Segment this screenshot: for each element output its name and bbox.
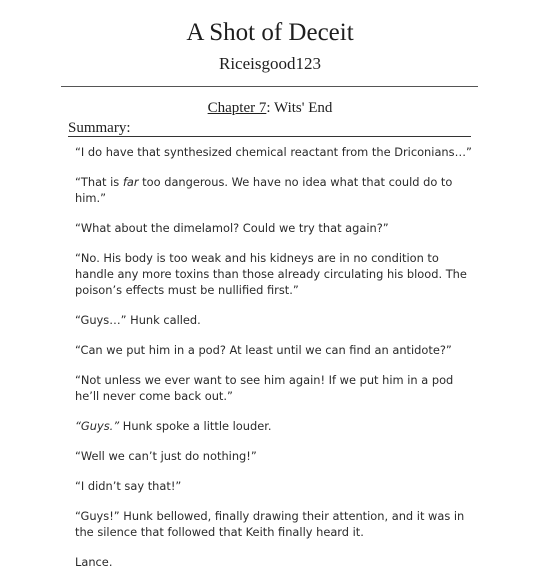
paragraph (75, 174, 477, 206)
author-name[interactable]: Riceisgood123 (219, 54, 321, 73)
paragraph-text: too dangerous. We have no idea what that could do to him.” (75, 175, 453, 205)
emphasis-text: “Guys.” (75, 419, 120, 433)
paragraph-text: Lance. (75, 555, 113, 569)
paragraph (75, 220, 477, 236)
paragraph (75, 372, 477, 404)
chapter-link[interactable]: Chapter 7 (207, 100, 267, 116)
paragraph-text: “That is (75, 175, 123, 189)
work-title: A Shot of Deceit (186, 19, 354, 46)
paragraph (75, 312, 477, 328)
paragraph-text: “What about the dimelamol? Could we try that again?” (75, 221, 389, 235)
paragraph (75, 448, 477, 464)
chapter-body (75, 144, 477, 584)
paragraph (75, 342, 477, 358)
paragraph (75, 478, 477, 494)
paragraph-text: “Guys!” Hunk bellowed, finally drawing their attention, and it was in the silence that followed that Keith finally heard it. (75, 509, 465, 539)
summary-label: Summary: (68, 120, 471, 137)
paragraph-text: “Can we put him in a pod? At least until we can find an antidote?” (75, 343, 452, 357)
paragraph-text: Hunk spoke a little louder. (119, 419, 272, 433)
paragraph (75, 508, 477, 540)
paragraph-text: “Guys…” Hunk called. (75, 313, 201, 327)
chapter-separator: : (266, 100, 275, 116)
emphasis-text: far (122, 175, 139, 189)
chapter-title: Wits' End (274, 100, 333, 116)
chapter-heading (0, 99, 540, 117)
paragraph (75, 144, 477, 160)
paragraph (75, 418, 477, 434)
paragraph-text: “No. His body is too weak and his kidneys are in no condition to handle any more toxins than those already circulating his blood. The poison’s effects must be nullified first.” (75, 251, 467, 297)
paragraph (75, 554, 477, 570)
paragraph-text: “I do have that synthesized chemical reactant from the Driconians…” (75, 145, 472, 159)
paragraph-text: “I didn’t say that!” (75, 479, 182, 493)
paragraph-text: “Well we can’t just do nothing!” (75, 449, 257, 463)
title-divider (61, 86, 478, 87)
paragraph-text: “Not unless we ever want to see him again! If we put him in a pod he’ll never come back out.” (75, 373, 454, 403)
paragraph (75, 250, 477, 298)
